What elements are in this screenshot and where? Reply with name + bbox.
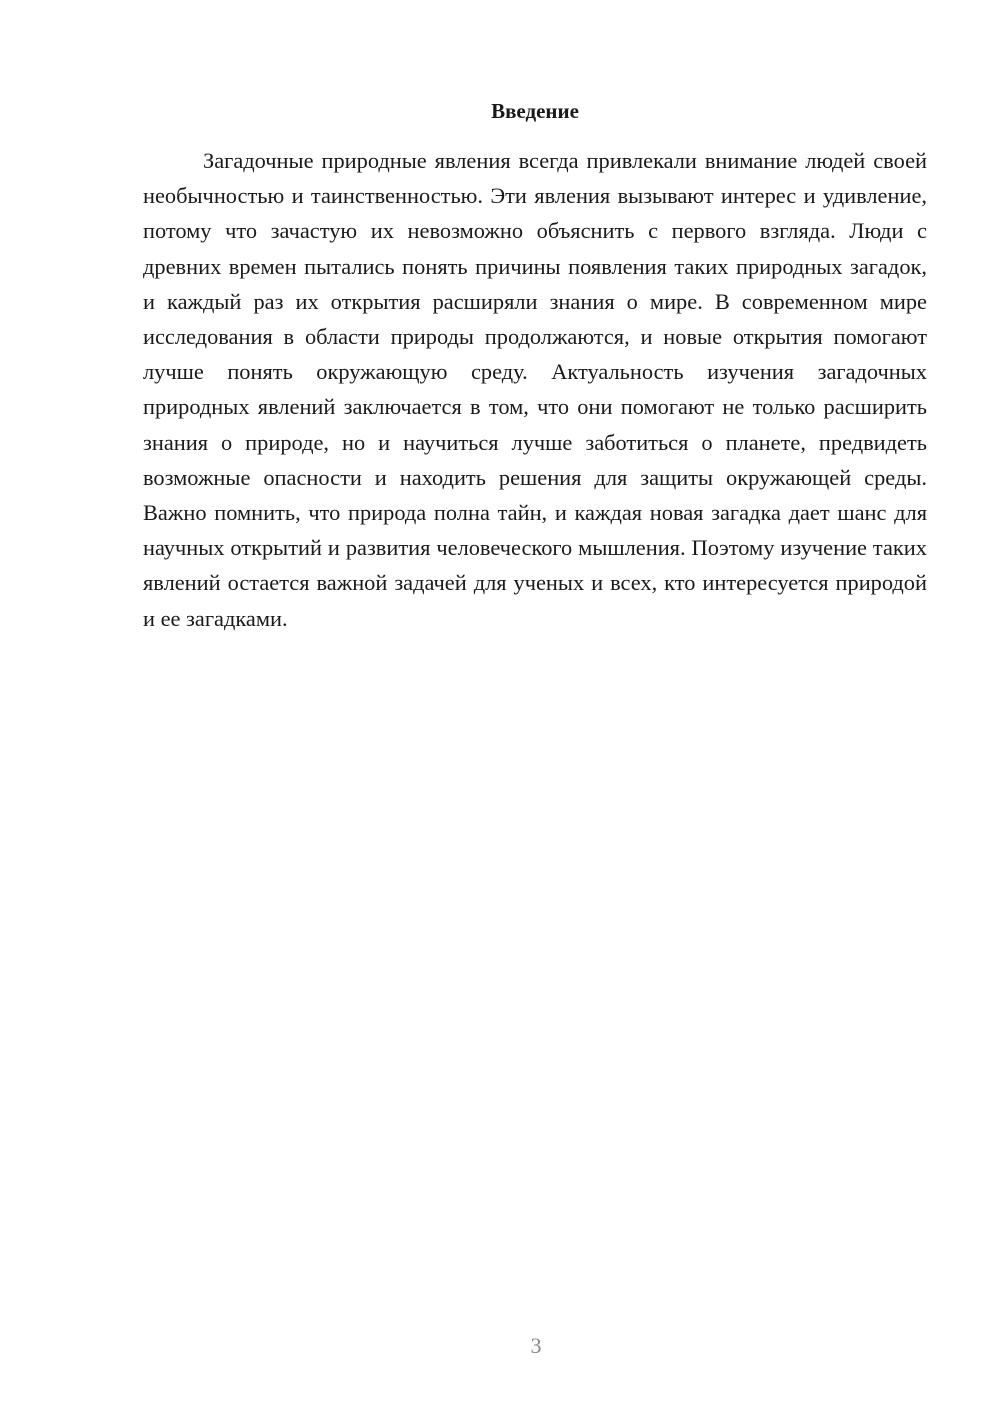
- body-paragraph: Загадочные природные явления всегда привлекали внимание людей своей необычностью и таинственностью. Эти явления вызывают интерес и удивление, потому что зачастую их невозможно объяснить с первого взгляда. Люди с древних времен пытались понять причины появления таких природных загадок, и каждый раз их открытия расширяли знания о мире. В современном мире исследования в области природы продолжаются, и новые открытия помогают лучше понять окружающую среду. Актуальность изучения загадочных природных явлений заключается в том, что они помогают не только расширить знания о природе, но и научиться лучше заботиться о планете, предвидеть возможные опасности и находить решения для защиты окружающей среды. Важно помнить, что природа полна тайн, и каждая новая загадка дает шанс для научных открытий и развития человеческого мышления. Поэтому изучение таких явлений остается важной задачей для ученых и всех, кто интересуется природой и ее загадками.: [143, 148, 927, 631]
- page-number: 3: [530, 1333, 542, 1358]
- section-heading: Введение: [491, 99, 579, 123]
